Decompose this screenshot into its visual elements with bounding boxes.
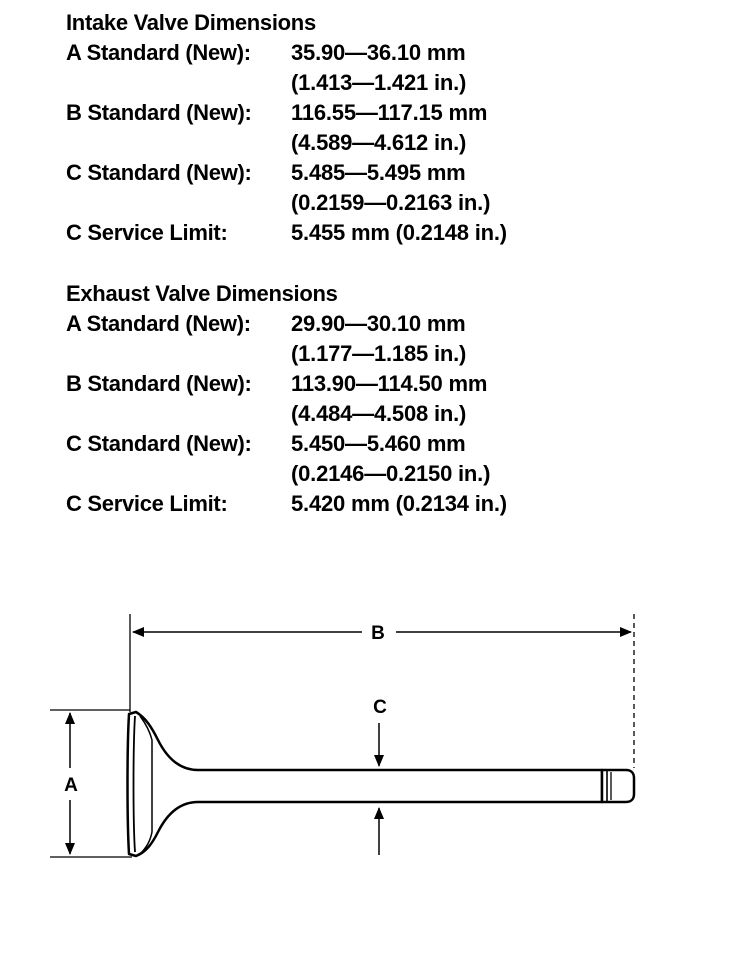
metric-value: 29.90—30.10 mm (291, 311, 466, 336)
imperial-value: (1.413—1.421 in.) (291, 70, 467, 95)
row-label: C Standard (New): (66, 431, 252, 456)
imperial-value: (1.177—1.185 in.) (291, 341, 467, 366)
metric-value: 5.485—5.495 mm (291, 160, 466, 185)
imperial-value: (4.484—4.508 in.) (291, 401, 467, 426)
imperial-value: (0.2159—0.2163 in.) (291, 190, 491, 215)
row-label: A Standard (New): (66, 40, 251, 65)
imperial-value: (4.589—4.612 in.) (291, 130, 467, 155)
metric-value: 116.55—117.15 mm (291, 100, 488, 125)
exhaust-section-title: Exhaust Valve Dimensions (66, 281, 338, 306)
metric-value: 35.90—36.10 mm (291, 40, 466, 65)
row-label: C Service Limit: (66, 220, 228, 245)
row-label: B Standard (New): (66, 371, 252, 396)
row-label: B Standard (New): (66, 100, 252, 125)
intake-section-title: Intake Valve Dimensions (66, 10, 316, 35)
metric-value: 5.450—5.460 mm (291, 431, 466, 456)
metric-value: 113.90—114.50 mm (291, 371, 488, 396)
row-label: C Standard (New): (66, 160, 252, 185)
row-label: C Service Limit: (66, 491, 228, 516)
valve-outline (128, 712, 635, 856)
dimension-label-a: A (64, 775, 78, 796)
imperial-value: (0.2146—0.2150 in.) (291, 461, 491, 486)
dimension-label-b: B (371, 623, 385, 644)
dimension-label-c: C (373, 697, 387, 718)
limit-value: 5.420 mm (0.2134 in.) (291, 491, 507, 516)
row-label: A Standard (New): (66, 311, 251, 336)
limit-value: 5.455 mm (0.2148 in.) (291, 220, 507, 245)
